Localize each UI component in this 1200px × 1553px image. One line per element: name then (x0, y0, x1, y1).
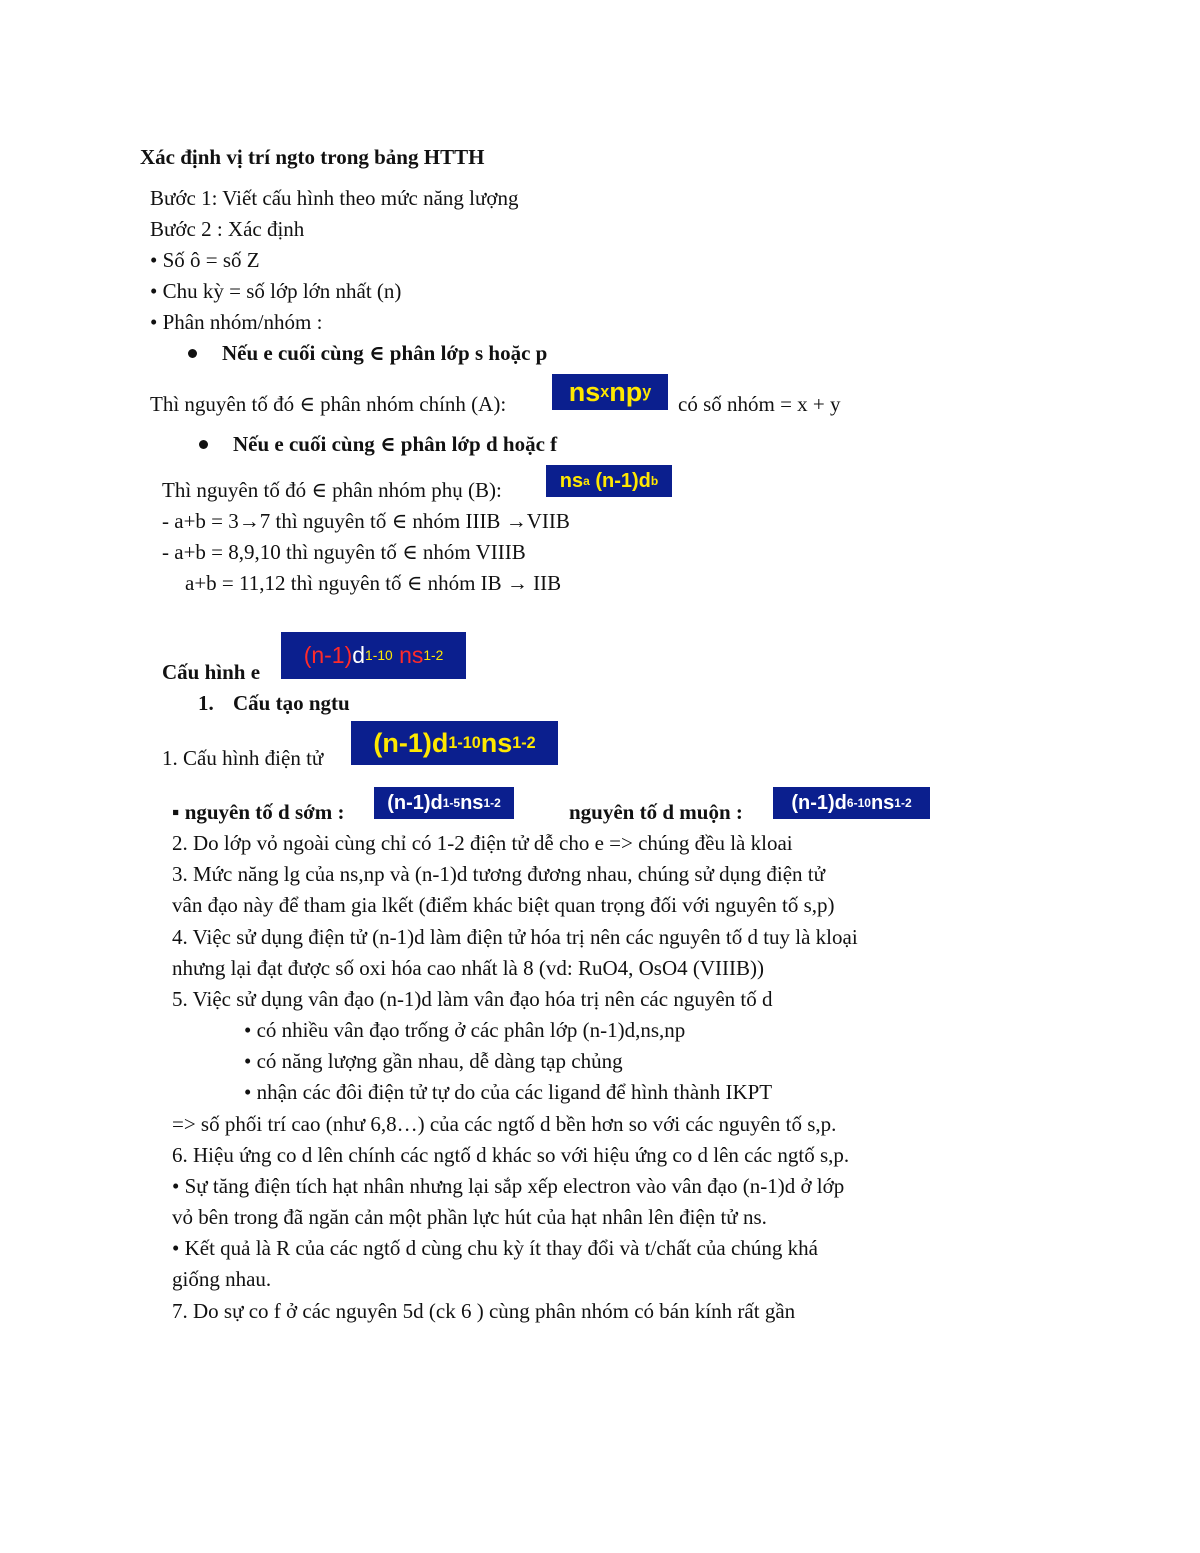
item-2: 2. Do lớp vỏ ngoài cùng chỉ có 1-2 điện tử dễ cho e => chúng đều là kloai (172, 831, 793, 855)
item-5-bullet-2: • có năng lượng gần nhau, dễ dàng tạp chủng (244, 1049, 623, 1073)
formula-base: ns (568, 376, 601, 407)
item-6-bullet-1-line-1: • Sự tăng điện tích hạt nhân nhưng lại sắp xếp electron vào vân đạo (n-1)d ở lớp (172, 1174, 845, 1198)
formula-item-1: (n-1)d 1-10 ns 1-2 (351, 721, 558, 765)
main-group-result: có số nhóm = x + y (678, 392, 841, 416)
section-number: 1. (198, 691, 214, 715)
main-group-text: Thì nguyên tố đó ∈ phân nhóm chính (A): (150, 392, 507, 416)
step-1: Bước 1: Viết cấu hình theo mức năng lượng (150, 186, 519, 210)
formula-config: (n-1) d 1-10 ns 1-2 (281, 632, 466, 679)
rule-3: a+b = 11,12 thì nguyên tố ∈ nhóm IB → IIB (185, 571, 562, 595)
sub-group-text: Thì nguyên tố đó ∈ phân nhóm phụ (B): (162, 478, 502, 502)
formula-early-d: (n-1)d 1-5 ns 1-2 (374, 787, 514, 819)
item-3-line-2: vân đạo này để tham gia lkết (điểm khác biệt quan trọng đối với nguyên tố s,p) (172, 893, 835, 917)
early-d-label: ▪ nguyên tố d sớm : (172, 800, 345, 824)
late-d-label: nguyên tố d muộn : (569, 800, 743, 824)
formula-base: ns (559, 469, 584, 492)
page-title: Xác định vị trí ngto trong bảng HTTH (140, 145, 485, 169)
item-5: 5. Việc sử dụng vân đạo (n-1)d làm vân đạo hóa trị nên các nguyên tố d (172, 987, 773, 1011)
section-title: Cấu tạo ngtu (233, 691, 350, 715)
item-6-bullet-2-line-2: giống nhau. (172, 1267, 272, 1291)
item-3-line-1: 3. Mức năng lg của ns,np và (n-1)d tương đương nhau, chúng sử dụng điện tử (172, 862, 826, 886)
formula-main-group: ns x np y (552, 374, 668, 410)
formula-base: np (609, 376, 643, 407)
formula-sub-group: ns a (n-1)d b (546, 465, 672, 497)
item-5-bullet-1: • có nhiều vân đạo trống ở các phân lớp (n-1)d,ns,np (244, 1018, 686, 1042)
config-heading: Cấu hình e (162, 660, 261, 684)
bullet-so-o: • Số ô = số Z (150, 248, 260, 272)
formula-base: ns (870, 791, 895, 814)
formula-base: (n-1)d (791, 791, 847, 814)
rule-2: - a+b = 8,9,10 thì nguyên tố ∈ nhóm VIIIB (162, 540, 526, 564)
item-5-bullet-3: • nhận các đôi điện tử tự do của các ligand để hình thành IKPT (244, 1080, 773, 1104)
formula-part: d (352, 642, 366, 668)
case-df: Nếu e cuối cùng ∈ phân lớp d hoặc f (233, 432, 558, 456)
item-6-bullet-1-line-2: vỏ bên trong đã ngăn cản một phần lực hút của hạt nhân lên điện tử ns. (172, 1205, 767, 1229)
formula-late-d: (n-1)d 6-10 ns 1-2 (773, 787, 930, 819)
formula-base: ns (480, 727, 513, 758)
formula-base: (n-1)d (595, 469, 651, 492)
formula-part: (n-1) (303, 642, 353, 668)
bullet-dot-icon (188, 349, 197, 358)
item-4-line-1: 4. Việc sử dụng điện tử (n-1)d làm điện tử hóa trị nên các nguyên tố d tuy là kloại (172, 925, 858, 949)
rule-1: - a+b = 3→7 thì nguyên tố ∈ nhóm IIIB →VIIB (162, 509, 570, 533)
bullet-chu-ky: • Chu kỳ = số lớp lớn nhất (n) (150, 279, 402, 303)
step-2: Bước 2 : Xác định (150, 217, 305, 241)
item-4-line-2: nhưng lại đạt được số oxi hóa cao nhất là 8 (vd: RuO4, OsO4 (VIIIB)) (172, 956, 764, 980)
bullet-phan-nhom: • Phân nhóm/nhóm : (150, 310, 323, 334)
case-sp: Nếu e cuối cùng ∈ phân lớp s hoặc p (222, 341, 548, 365)
item-6: 6. Hiệu ứng co d lên chính các ngtố d khác so với hiệu ứng co d lên các ngtố s,p. (172, 1143, 850, 1167)
formula-part: ns (399, 642, 424, 668)
formula-base: ns (460, 791, 484, 814)
item-5-conclusion: => số phối trí cao (như 6,8…) của các ngtố d bền hơn so với các nguyên tố s,p. (172, 1112, 837, 1136)
item-7: 7. Do sự co f ở các nguyên 5d (ck 6 ) cùng phân nhóm có bán kính rất gần (172, 1299, 796, 1323)
formula-base: (n-1)d (387, 791, 443, 814)
item-1: 1. Cấu hình điện tử (162, 746, 324, 770)
item-6-bullet-2-line-1: • Kết quả là R của các ngtố d cùng chu kỳ ít thay đổi và t/chất của chúng khá (172, 1236, 818, 1260)
formula-base: (n-1)d (373, 727, 449, 758)
bullet-dot-icon (199, 440, 208, 449)
